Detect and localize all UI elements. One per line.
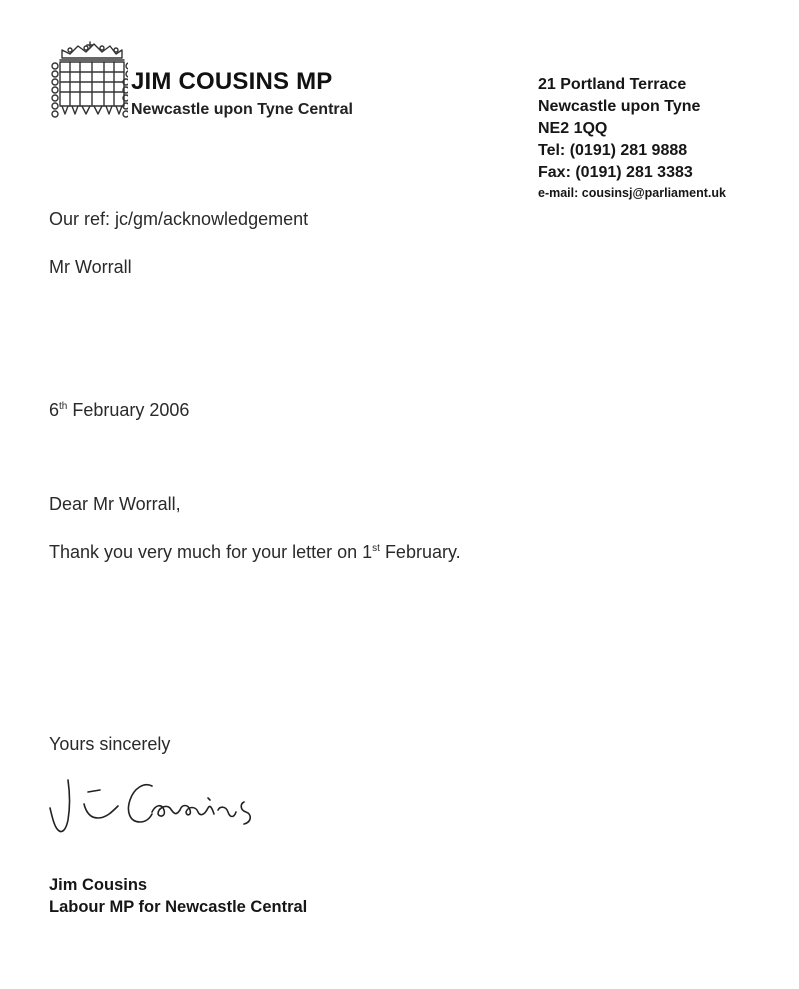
recipient-name: Mr Worrall (49, 257, 132, 277)
date-suffix: th (59, 401, 68, 412)
email-address: e-mail: cousinsj@parliament.uk (538, 186, 726, 200)
date-rest: February 2006 (67, 400, 190, 420)
address-postcode: NE2 1QQ (538, 120, 608, 137)
reference-line: Our ref: jc/gm/acknowledgement (49, 209, 309, 229)
signer-title: Labour MP for Newcastle Central (49, 898, 308, 916)
constituency: Newcastle upon Tyne Central (131, 101, 353, 118)
address-block (538, 74, 726, 202)
salutation: Dear Mr Worrall, (49, 494, 181, 514)
mp-name: JIM COUSINS MP (131, 68, 333, 95)
portcullis-icon (48, 40, 128, 118)
signer-block (49, 874, 307, 918)
date-day: 6 (49, 400, 60, 420)
thanks-after: February. (379, 542, 461, 562)
address-city: Newcastle upon Tyne (538, 98, 701, 115)
handwritten-signature (40, 772, 270, 842)
body-paragraph (49, 542, 461, 563)
thanks-before: Thank you very much for your letter on 1 (49, 542, 373, 562)
signer-name: Jim Cousins (49, 876, 148, 894)
closing: Yours sincerely (49, 734, 171, 754)
thanks-suffix: st (372, 543, 380, 554)
fax: Fax: (0191) 281 3383 (538, 164, 693, 181)
address-street: 21 Portland Terrace (538, 76, 687, 93)
telephone: Tel: (0191) 281 9888 (538, 142, 688, 159)
letter-date (49, 400, 189, 421)
